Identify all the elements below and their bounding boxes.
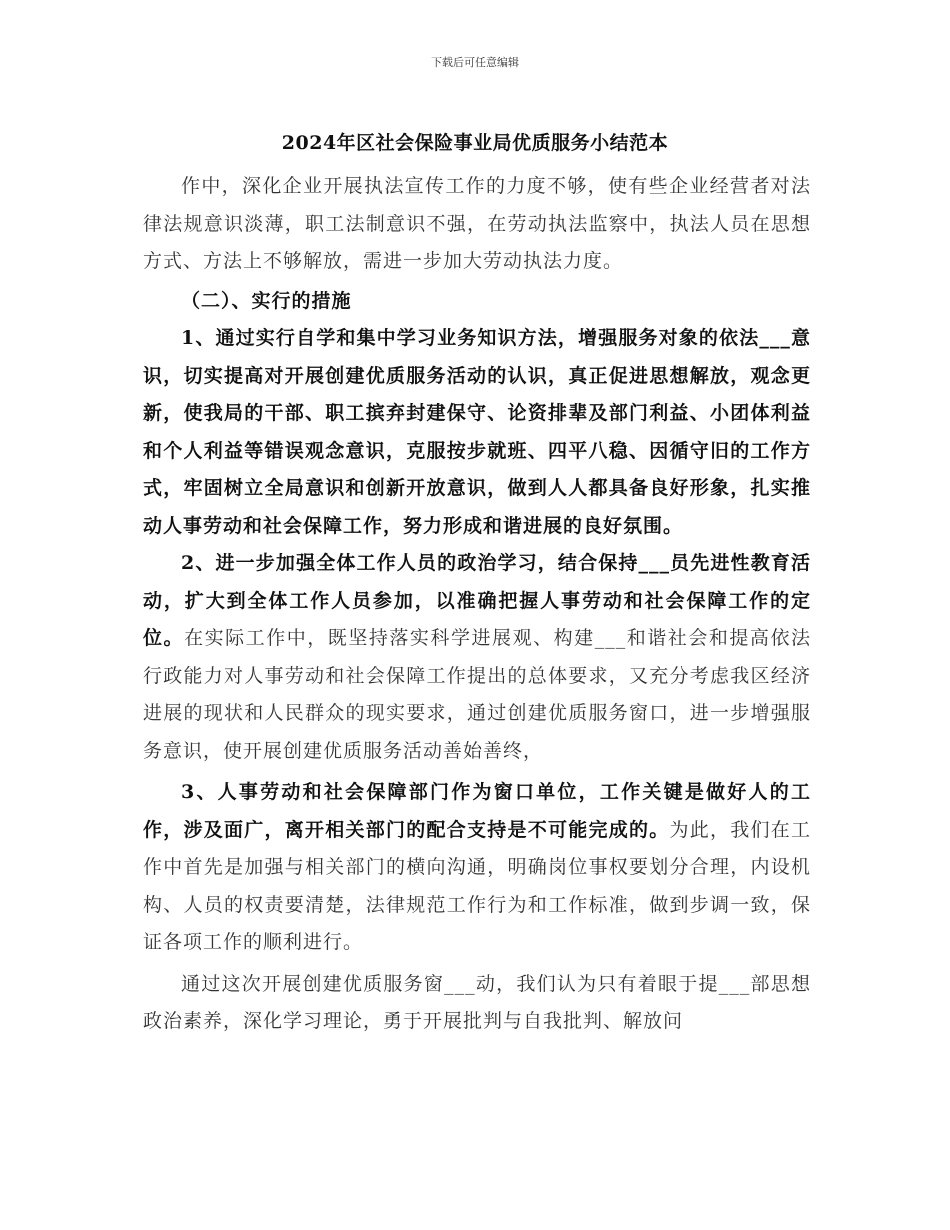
measure-item-3-normal: 为此，我们在工作中首先是加强与相关部门的横向沟通，明确岗位事权要划分合理，内设机构、人员的权责要清楚，法律规范工作行为和工作标准，做到步调一致，保证各项工作的顺利进行。: [143, 818, 811, 953]
paragraph-conclusion: 通过这次开展创建优质服务窗___动，我们认为只有着眼于提___部思想政治素养，深化学习理论，勇于开展批判与自我批判、解放问: [143, 972, 811, 1032]
paragraph-intro: 作中，深化企业开展执法宣传工作的力度不够，使有些企业经营者对法律法规意识淡薄，职工法制意识不强，在劳动执法监察中，执法人员在思想方式、方法上不够解放，需进一步加大劳动执法力度。: [143, 175, 811, 272]
document-title: 2024年区社会保险事业局优质服务小结范本: [281, 132, 669, 154]
measure-item-3-bold: 3、人事劳动和社会保障部门作为窗口单位，工作关键是做好人的工作，涉及面广，离开相关部门的配合支持是不可能完成的。: [143, 781, 811, 841]
header-note: 下载后可任意编辑: [431, 56, 519, 69]
measure-item-1: 1、通过实行自学和集中学习业务知识方法，增强服务对象的依法___意识，切实提高对开展创建优质服务活动的认识，真正促进思想解放，观念更新，使我局的干部、职工摈弃封建保守、论资排辈及部门利益、小团体利益和个人利益等错误观念意识，克服按步就班、四平八稳、因循守旧的工作方式，牢固树立全局意识和创新开放意识，做到人人都具备良好形象，扎实推动人事劳动和社会保障工作，努力形成和谐进展的良好氛围。: [143, 327, 811, 537]
measure-item-2-bold: 2、进一步加强全体工作人员的政治学习，结合保持___员先进性教育活动，扩大到全体工作人员参加，以准确把握人事劳动和社会保障工作的定位。: [143, 552, 811, 649]
measure-item-2: [143, 545, 811, 770]
measure-item-2-normal: 在实际工作中，既坚持落实科学进展观、构建___和谐社会和提高依法行政能力对人事劳动和社会保障工作提出的总体要求，又充分考虑我区经济进展的现状和人民群众的现实要求，通过创建优质服务窗口，进一步增强服务意识，使开展创建优质服务活动善始善终，: [143, 627, 811, 762]
measure-item-3: [143, 774, 811, 962]
section-heading: （二）、实行的措施: [181, 289, 352, 312]
document-body: [143, 168, 811, 1041]
